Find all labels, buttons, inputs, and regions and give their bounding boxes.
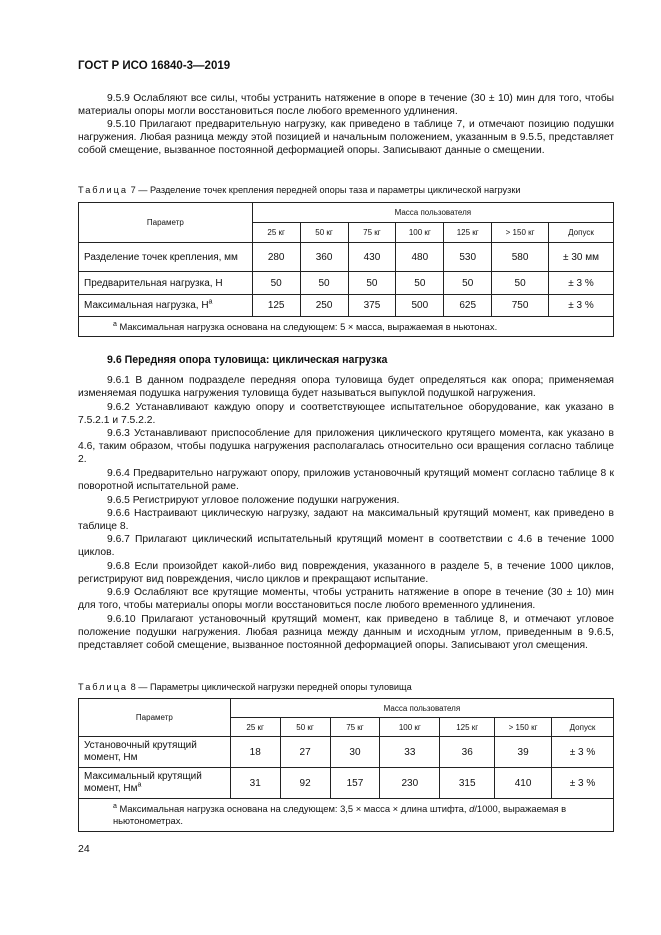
page-number: 24 [78,843,90,855]
footnote-marker: а [208,298,213,306]
table-cell: ± 3 % [552,768,614,799]
row-label: Предварительная нагрузка, Н [79,272,253,295]
table-cell: 50 [396,272,444,295]
table8-caption-prefix: Таблица [78,682,129,692]
row-label-text: Максимальная нагрузка, Н [84,300,209,311]
table-cell: 27 [280,737,330,768]
table-cell: 250 [300,295,348,317]
table-cell: 375 [348,295,396,317]
table-cell: 30 [330,737,380,768]
table-cell: 500 [396,295,444,317]
table7-col-header: Допуск [549,223,614,243]
paragraph-9-5-10: 9.5.10 Прилагают предварительную нагрузку, как приведено в таблице 7, и отмечают позицию подушки нагружения. Любая разница между этой позицией и начальным положением, указанным в 9.5.5, представляет собой смещение, вызванное постоянной деформацией опоры. Записывают данные о смещении. [78,119,614,157]
table8-col-header: 100 кг [380,718,440,737]
table7-col-header: 125 кг [444,223,492,243]
table-cell: 33 [380,737,440,768]
table-cell: 430 [348,243,396,272]
table-cell: 39 [495,737,552,768]
table-cell: 530 [444,243,492,272]
table-cell: 750 [492,295,549,317]
table-row [79,737,614,768]
paragraph-9-6-8: 9.6.8 Если произойдет какой-либо вид повреждения, указанного в разделе 5, в течение 1000 циклов, регистрируют вид повреждения, число циклов и прекращают испытание. [78,561,614,586]
footnote-mark: а [113,802,117,810]
row-label [79,737,231,768]
table-cell: ± 3 % [549,295,614,317]
table8-col-header: Допуск [552,718,614,737]
table-cell: 410 [495,768,552,799]
table8-caption [78,682,412,692]
section-title: 9.6 Передняя опора туловища: циклическая нагрузка [107,354,388,366]
table8-col-header: 75 кг [330,718,380,737]
paragraph-9-6-4: 9.6.4 Предварительно нагружают опору, приложив установочный крутящий момент согласно таблице 8 к поворотной испытательной раме. [78,468,614,493]
table7-footnote [79,317,614,337]
table-cell: 50 [348,272,396,295]
table-cell: 157 [330,768,380,799]
table-cell: 580 [492,243,549,272]
table8-param-header: Параметр [79,699,231,737]
footnote-text: Максимальная нагрузка основана на следующем: 5 × масса, выражаемая в ньютонах. [116,320,498,332]
table-cell: ± 3 % [552,737,614,768]
table-cell: 315 [440,768,495,799]
table7-caption-prefix: Таблица [78,185,129,195]
table7 [78,202,614,337]
table-cell: 360 [300,243,348,272]
paragraph-9-6-3: 9.6.3 Устанавливают приспособление для приложения циклического крутящего момента, как указано в 4.6, таким образом, чтобы подушка нагружения располагалась относительно оси вращения согласно таблице 2. [78,428,614,466]
footnote-marker: а [137,781,142,789]
table7-col-header: 75 кг [348,223,396,243]
row-label-line: Установочный крутящий [84,740,197,751]
table-cell: ± 3 % [549,272,614,295]
table-cell: 92 [280,768,330,799]
row-label [79,768,231,799]
paragraph-9-6-10: 9.6.10 Прилагают установочный крутящий момент, как приведено в таблице 8, и отмечают угловое положение подушки нагружения. Любая разница между данным и исходным углом, приведенным в 9.6.5, представляет собой смещение, вызванное постоянной деформацией опоры. Записывают угол смещения. [78,614,614,652]
paragraph-9-5-9: 9.5.9 Ослабляют все силы, чтобы устранить натяжение в опоре в течение (30 ± 10) мин для того, чтобы материалы опоры могли восстановиться после любого временного удлинения. [78,93,614,118]
table-cell: 50 [300,272,348,295]
table-row [79,295,614,317]
table-cell: 625 [444,295,492,317]
table8 [78,698,614,832]
paragraph-9-6-9: 9.6.9 Ослабляют все крутящие моменты, чтобы устранить натяжение в опоре в течение (30 ± 10) мин для того, чтобы материалы опоры могли восстановиться после любого временного удлинения. [78,587,614,612]
table7-caption [78,185,521,195]
row-label: Разделение точек крепления, мм [79,243,253,272]
row-label-line: Максимальный крутящий [84,771,202,782]
table8-col-header: 25 кг [230,718,280,737]
table-cell: 50 [252,272,300,295]
table8-col-header: 125 кг [440,718,495,737]
row-label-line: момент, Нм [84,783,138,794]
table8-col-header: > 150 кг [495,718,552,737]
table7-caption-text: 7 — Разделение точек крепления передней опоры таза и параметры циклической нагрузки [128,185,521,195]
table-cell: 50 [444,272,492,295]
paragraph-9-6-2: 9.6.2 Устанавливают каждую опору и соответствующее испытательное оборудование, как указано в 7.5.2.1 и 7.5.2.2. [78,402,614,427]
table-row [79,768,614,799]
standard-header: ГОСТ Р ИСО 16840-3—2019 [78,60,231,72]
table-cell: 280 [252,243,300,272]
footnote-text: /1000, выражаемая в ньютонометрах. [113,803,567,826]
table7-col-header: 100 кг [396,223,444,243]
table-cell: 230 [380,768,440,799]
table-cell: 50 [492,272,549,295]
table7-col-header: 25 кг [252,223,300,243]
table7-col-header: 50 кг [300,223,348,243]
paragraph-9-6-1: 9.6.1 В данном подразделе передняя опора туловища будет определяться как опора; применяемая изменяемая подушка нагружения туловища будет называться выпуклой подушкой нагружения. [78,375,614,400]
paragraph-9-6-6: 9.6.6 Настраивают циклическую нагрузку, задают на максимальный крутящий момент, как приведено в таблице 8. [78,508,614,533]
table-cell: ± 30 мм [549,243,614,272]
table-row [79,243,614,272]
table8-footnote [79,799,614,832]
table-cell: 125 [252,295,300,317]
footnote-text: Максимальная нагрузка основана на следующем: 3,5 × масса × длина штифта, [116,803,470,814]
table8-col-header: 50 кг [280,718,330,737]
table-row [79,272,614,295]
row-label-line: момент, Нм [84,752,138,763]
table7-param-header: Параметр [79,203,253,243]
footnote-mark: а [113,320,117,328]
table-cell: 480 [396,243,444,272]
table7-col-header: > 150 кг [492,223,549,243]
table-cell: 18 [230,737,280,768]
table-cell: 36 [440,737,495,768]
footnote-italic-symbol: d [469,803,475,814]
table8-caption-text: 8 — Параметры циклической нагрузки передней опоры туловища [128,682,412,692]
row-label [79,295,253,317]
table-cell: 31 [230,768,280,799]
table7-group-header: Масса пользователя [252,203,613,223]
table8-group-header: Масса пользователя [230,699,613,718]
paragraph-9-6-5: 9.6.5 Регистрируют угловое положение подушки нагружения. [107,495,400,506]
paragraph-9-6-7: 9.6.7 Прилагают циклический испытательный крутящий момент в соответствии с 4.6 в течение 1000 циклов. [78,534,614,559]
